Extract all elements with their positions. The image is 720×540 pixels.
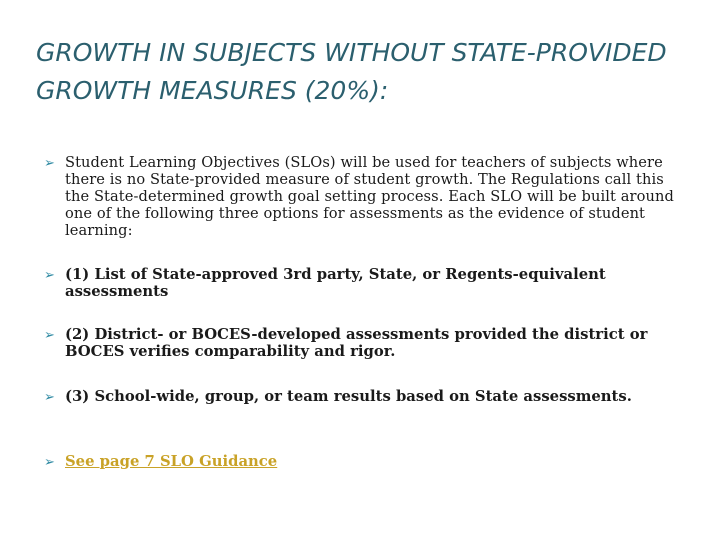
bullet-arrow-icon: ➢ bbox=[44, 328, 55, 343]
bullet-text: Student Learning Objectives (SLOs) will be used for teachers of subjects where there is no State-provided measure of student growth. The Regulations call this the State-determined growth goal setting process. Each SLO will be built around one of the following three options for assessments as the evidence of student learning: bbox=[65, 154, 674, 239]
bullet-arrow-icon: ➢ bbox=[44, 455, 55, 470]
bullet-item-option-1 bbox=[44, 266, 684, 300]
bullet-arrow-icon: ➢ bbox=[44, 390, 55, 405]
bullet-item-option-3 bbox=[44, 388, 684, 406]
bullet-item-slo-intro bbox=[44, 154, 684, 239]
bullet-item-option-2 bbox=[44, 326, 684, 360]
bullet-arrow-icon: ➢ bbox=[44, 268, 55, 283]
slo-guidance-link[interactable]: See page 7 SLO Guidance bbox=[65, 453, 278, 470]
bullet-text: (3) School-wide, group, or team results based on State assessments. bbox=[65, 388, 632, 405]
bullet-arrow-icon: ➢ bbox=[44, 156, 55, 171]
slide-title: GROWTH IN SUBJECTS WITHOUT STATE-PROVIDED GROWTH MEASURES (20%): bbox=[36, 38, 667, 105]
bullet-text: (2) District- or BOCES-developed assessments provided the district or BOCES verifies comparability and rigor. bbox=[65, 326, 648, 360]
bullet-item-guidance-link bbox=[44, 453, 684, 471]
bullet-text: (1) List of State-approved 3rd party, State, or Regents-equivalent assessments bbox=[65, 266, 606, 300]
